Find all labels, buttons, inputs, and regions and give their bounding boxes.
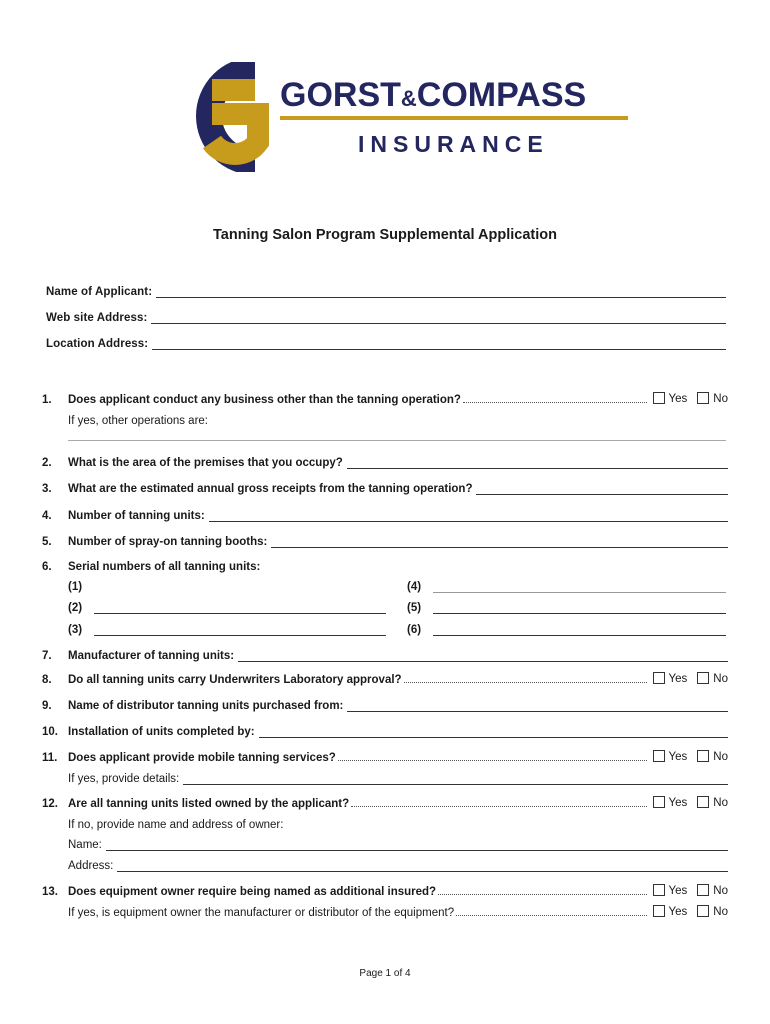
- answer-line[interactable]: [238, 650, 728, 662]
- leader-dots: [456, 907, 646, 916]
- question-text: What is the area of the premises that you occupy?: [68, 457, 343, 469]
- yes-label: Yes: [668, 906, 688, 918]
- question-number: 10.: [42, 726, 58, 738]
- yes-label: Yes: [668, 797, 688, 809]
- no-checkbox[interactable]: [697, 905, 709, 917]
- question-text: Serial numbers of all tanning units:: [68, 561, 261, 573]
- question-number: 9.: [42, 700, 52, 712]
- q1-sub-row: [68, 411, 728, 427]
- q12-sub-label: If no, provide name and address of owner:: [68, 819, 284, 831]
- location-label: Location Address:: [46, 338, 149, 350]
- leader-dots: [463, 394, 647, 403]
- question-number: 3.: [42, 483, 52, 495]
- q1-sub-label: If yes, other operations are:: [68, 415, 208, 427]
- question-number: 4.: [42, 510, 52, 522]
- question-text: Number of spray-on tanning booths:: [68, 536, 268, 548]
- yes-label: Yes: [668, 673, 688, 685]
- leader-dots: [438, 886, 646, 895]
- serial-5-row: [407, 598, 726, 614]
- logo-word-insurance: INSURANCE: [358, 131, 549, 157]
- q13-sub-label: If yes, is equipment owner the manufacturer or distributor of the equipment?: [68, 907, 455, 919]
- question-number: 12.: [42, 798, 58, 810]
- answer-line[interactable]: [271, 536, 728, 548]
- question-13: [42, 882, 728, 898]
- question-text: Manufacturer of tanning units:: [68, 650, 235, 662]
- serial-3-field[interactable]: [94, 624, 386, 636]
- question-text: Does equipment owner require being named as additional insured?: [68, 886, 437, 898]
- logo-word-gorst: GORST: [280, 76, 401, 114]
- serial-4-field[interactable]: [433, 581, 726, 593]
- q11-sub-row: [68, 769, 728, 785]
- serial-2-row: [68, 598, 386, 614]
- serial-label: (2): [68, 602, 83, 614]
- serial-2-field[interactable]: [94, 602, 386, 614]
- serial-label: (4): [407, 581, 422, 593]
- answer-line[interactable]: [209, 510, 728, 522]
- applicant-name-row: [46, 282, 726, 298]
- answer-line[interactable]: [476, 483, 728, 495]
- question-text: Are all tanning units listed owned by the applicant?: [68, 798, 350, 810]
- svg-text:GORST&COMPASS: [280, 76, 586, 114]
- question-text: Name of distributor tanning units purchased from:: [68, 700, 344, 712]
- website-field[interactable]: [151, 312, 726, 324]
- question-text: Installation of units completed by:: [68, 726, 255, 738]
- answer-line[interactable]: [259, 726, 728, 738]
- owner-address-label: Address:: [68, 860, 114, 872]
- yes-checkbox[interactable]: [653, 884, 665, 896]
- no-checkbox[interactable]: [697, 796, 709, 808]
- question-text: Do all tanning units carry Underwriters Laboratory approval?: [68, 674, 402, 686]
- question-7: [42, 646, 728, 662]
- question-number: 8.: [42, 674, 52, 686]
- logo-graphic: [160, 62, 630, 172]
- answer-line[interactable]: [347, 700, 728, 712]
- owner-name-label: Name:: [68, 839, 102, 851]
- no-label: No: [713, 393, 728, 405]
- page-title: Tanning Salon Program Supplemental Application: [213, 227, 557, 243]
- applicant-name-label: Name of Applicant:: [46, 286, 153, 298]
- question-number: 6.: [42, 561, 52, 573]
- serial-4-row: [407, 577, 726, 593]
- serial-6-row: [407, 620, 726, 636]
- question-number: 1.: [42, 394, 52, 406]
- question-number: 13.: [42, 886, 58, 898]
- logo-word-compass: COMPASS: [416, 76, 587, 114]
- question-12: [42, 794, 728, 810]
- yes-label: Yes: [668, 393, 688, 405]
- serial-label: (5): [407, 602, 422, 614]
- q1-answer-line[interactable]: [68, 440, 726, 441]
- owner-address-field[interactable]: [117, 860, 728, 872]
- question-text: What are the estimated annual gross receipts from the tanning operation?: [68, 483, 473, 495]
- question-number: 7.: [42, 650, 52, 662]
- serial-3-row: [68, 620, 386, 636]
- q13-sub-row: [68, 903, 728, 919]
- company-logo: [160, 62, 630, 172]
- no-checkbox[interactable]: [697, 672, 709, 684]
- leader-dots: [404, 674, 647, 683]
- no-label: No: [713, 885, 728, 897]
- question-8: [42, 670, 728, 686]
- question-number: 2.: [42, 457, 52, 469]
- answer-line[interactable]: [347, 457, 728, 469]
- website-row: [46, 308, 726, 324]
- serial-label: (6): [407, 624, 422, 636]
- question-5: [42, 532, 728, 548]
- question-6: [42, 557, 728, 573]
- question-9: [42, 696, 728, 712]
- no-label: No: [713, 906, 728, 918]
- leader-dots: [351, 798, 646, 807]
- logo-divider: [280, 116, 628, 120]
- serial-6-field[interactable]: [433, 624, 726, 636]
- question-4: [42, 506, 728, 522]
- yes-label: Yes: [668, 751, 688, 763]
- owner-name-field[interactable]: [106, 839, 728, 851]
- no-label: No: [713, 797, 728, 809]
- q11-sub-label: If yes, provide details:: [68, 773, 180, 785]
- location-field[interactable]: [152, 338, 726, 350]
- question-10: [42, 722, 728, 738]
- yes-checkbox[interactable]: [653, 796, 665, 808]
- question-text: Does applicant provide mobile tanning services?: [68, 752, 336, 764]
- q12-sub-row: [68, 815, 728, 831]
- serial-1-row: [68, 577, 386, 593]
- question-3: [42, 479, 728, 495]
- question-number: 11.: [42, 752, 58, 764]
- applicant-name-field[interactable]: [156, 286, 726, 298]
- yes-label: Yes: [668, 885, 688, 897]
- q12-name-row: [68, 835, 728, 851]
- serial-label: (3): [68, 624, 83, 636]
- leader-dots: [338, 752, 647, 761]
- location-row: [46, 334, 726, 350]
- no-label: No: [713, 673, 728, 685]
- q12-address-row: [68, 856, 728, 872]
- question-text: Number of tanning units:: [68, 510, 205, 522]
- question-2: [42, 453, 728, 469]
- q11-details-field[interactable]: [183, 773, 728, 785]
- question-1: [42, 390, 728, 406]
- no-checkbox[interactable]: [697, 392, 709, 404]
- yes-checkbox[interactable]: [653, 672, 665, 684]
- question-number: 5.: [42, 536, 52, 548]
- yes-checkbox[interactable]: [653, 392, 665, 404]
- no-label: No: [713, 751, 728, 763]
- no-checkbox[interactable]: [697, 884, 709, 896]
- logo-ampersand: &: [400, 86, 417, 111]
- serial-5-field[interactable]: [433, 602, 726, 614]
- question-11: [42, 748, 728, 764]
- yes-checkbox[interactable]: [653, 905, 665, 917]
- yes-checkbox[interactable]: [653, 750, 665, 762]
- website-label: Web site Address:: [46, 312, 148, 324]
- no-checkbox[interactable]: [697, 750, 709, 762]
- page-number: Page 1 of 4: [359, 968, 411, 979]
- serial-label: (1): [68, 581, 83, 593]
- question-text: Does applicant conduct any business other than the tanning operation?: [68, 394, 461, 406]
- logo-g-shape: [212, 90, 258, 154]
